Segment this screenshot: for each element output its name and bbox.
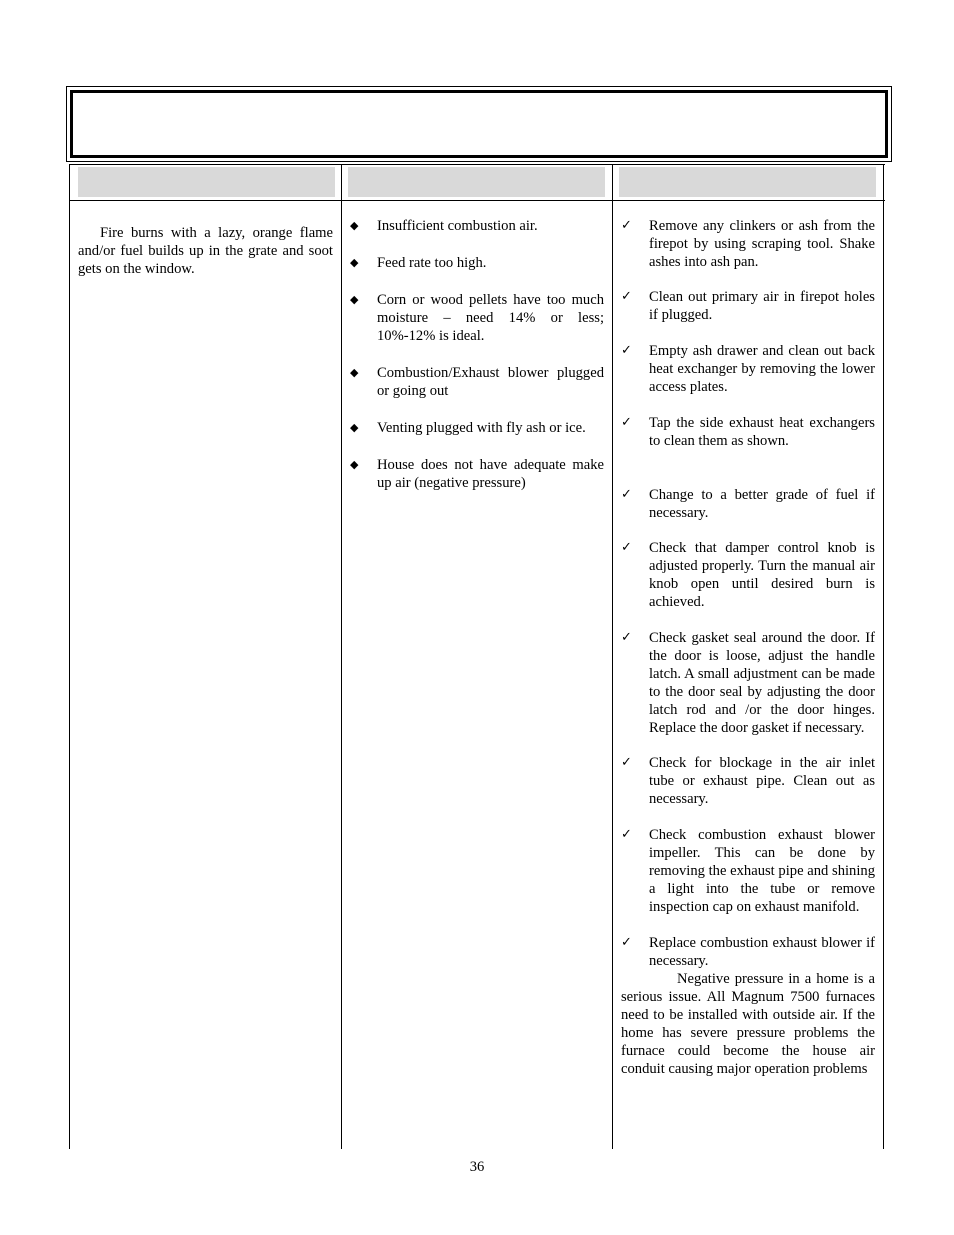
header-cell-remedy	[619, 167, 876, 197]
remedy-list	[621, 217, 875, 970]
checkmark-icon: ✓	[621, 343, 632, 358]
remedy-item: ✓ Check combustion exhaust blower impeller. This can be done by removing the exhaust pipe and shining a light into the tube or remove inspection cap on exhaust manifold.	[621, 827, 875, 915]
remedy-cell	[621, 217, 875, 1078]
remedy-item: ✓ Empty ash drawer and clean out back heat exchanger by removing the lower access plates.	[621, 343, 875, 395]
checkmark-icon: ✓	[621, 827, 632, 842]
remedy-item: ✓ Check gasket seal around the door. If the door is loose, adjust the handle latch. A small adjustment can be made to the door seal by adjusting the door latch rod and /or the door hinges. Replace the door gasket if necessary.	[621, 630, 875, 736]
checkmark-icon: ✓	[621, 630, 632, 645]
problem-text: Fire burns with a lazy, orange flame and/or fuel builds up in the grate and soot gets on the window.	[78, 225, 333, 277]
title-box-inner-border	[70, 90, 888, 158]
checkmark-icon: ✓	[621, 540, 632, 555]
diamond-bullet-icon: ◆	[350, 257, 359, 269]
cause-item: ◆ Feed rate too high.	[350, 255, 487, 271]
cause-item: ◆ Combustion/Exhaust blower plugged or going out	[350, 365, 604, 399]
negative-pressure-note: Negative pressure in a home is a serious issue. All Magnum 7500 furnaces need to be installed with outside air. If the home has severe pressure problems the furnace could become the house air conduit causing major operation problems	[621, 971, 875, 1077]
header-cell-problem	[78, 167, 335, 197]
diamond-bullet-icon: ◆	[350, 459, 359, 471]
checkmark-icon: ✓	[621, 415, 632, 430]
cause-item: ◆ Venting plugged with fly ash or ice.	[350, 420, 586, 436]
remedy-item: ✓ Check for blockage in the air inlet tube or exhaust pipe. Clean out as necessary.	[621, 755, 875, 807]
checkmark-icon: ✓	[621, 289, 632, 304]
remedy-item: ✓ Remove any clinkers or ash from the firepot by using scraping tool. Shake ashes into ash pan.	[621, 218, 875, 270]
remedy-item: ✓ Change to a better grade of fuel if necessary.	[621, 487, 875, 521]
table-left-border	[69, 164, 70, 1149]
remedy-item: ✓ Check that damper control knob is adjusted properly. Turn the manual air knob open until desired burn is achieved.	[621, 540, 875, 610]
page-number: 36	[469, 1159, 485, 1175]
troubleshooting-table	[69, 164, 885, 1149]
diamond-bullet-icon: ◆	[350, 220, 359, 232]
remedy-item: ✓ Tap the side exhaust heat exchangers to clean them as shown.	[621, 415, 875, 449]
column-divider-2	[612, 164, 613, 1149]
cause-item: ◆ Corn or wood pellets have too much moisture – need 14% or less; 10%-12% is ideal.	[350, 292, 604, 344]
header-bottom-border	[69, 200, 885, 201]
remedy-item: ✓ Clean out primary air in firepot holes if plugged.	[621, 289, 875, 323]
cause-item: ◆ House does not have adequate make up air (negative pressure)	[350, 457, 604, 491]
cause-cell	[341, 217, 604, 511]
table-right-border	[883, 164, 884, 1149]
checkmark-icon: ✓	[621, 935, 632, 950]
checkmark-icon: ✓	[621, 218, 632, 233]
checkmark-icon: ✓	[621, 487, 632, 502]
diamond-bullet-icon: ◆	[350, 294, 359, 306]
diamond-bullet-icon: ◆	[350, 422, 359, 434]
problem-cell	[78, 224, 333, 278]
table-top-border	[69, 164, 885, 165]
title-box	[66, 86, 892, 162]
cause-list	[341, 217, 604, 492]
cause-item: ◆ Insufficient combustion air.	[350, 218, 538, 234]
diamond-bullet-icon: ◆	[350, 367, 359, 379]
header-cell-cause	[348, 167, 605, 197]
checkmark-icon: ✓	[621, 755, 632, 770]
remedy-item: ✓ Replace combustion exhaust blower if necessary.	[621, 935, 875, 969]
